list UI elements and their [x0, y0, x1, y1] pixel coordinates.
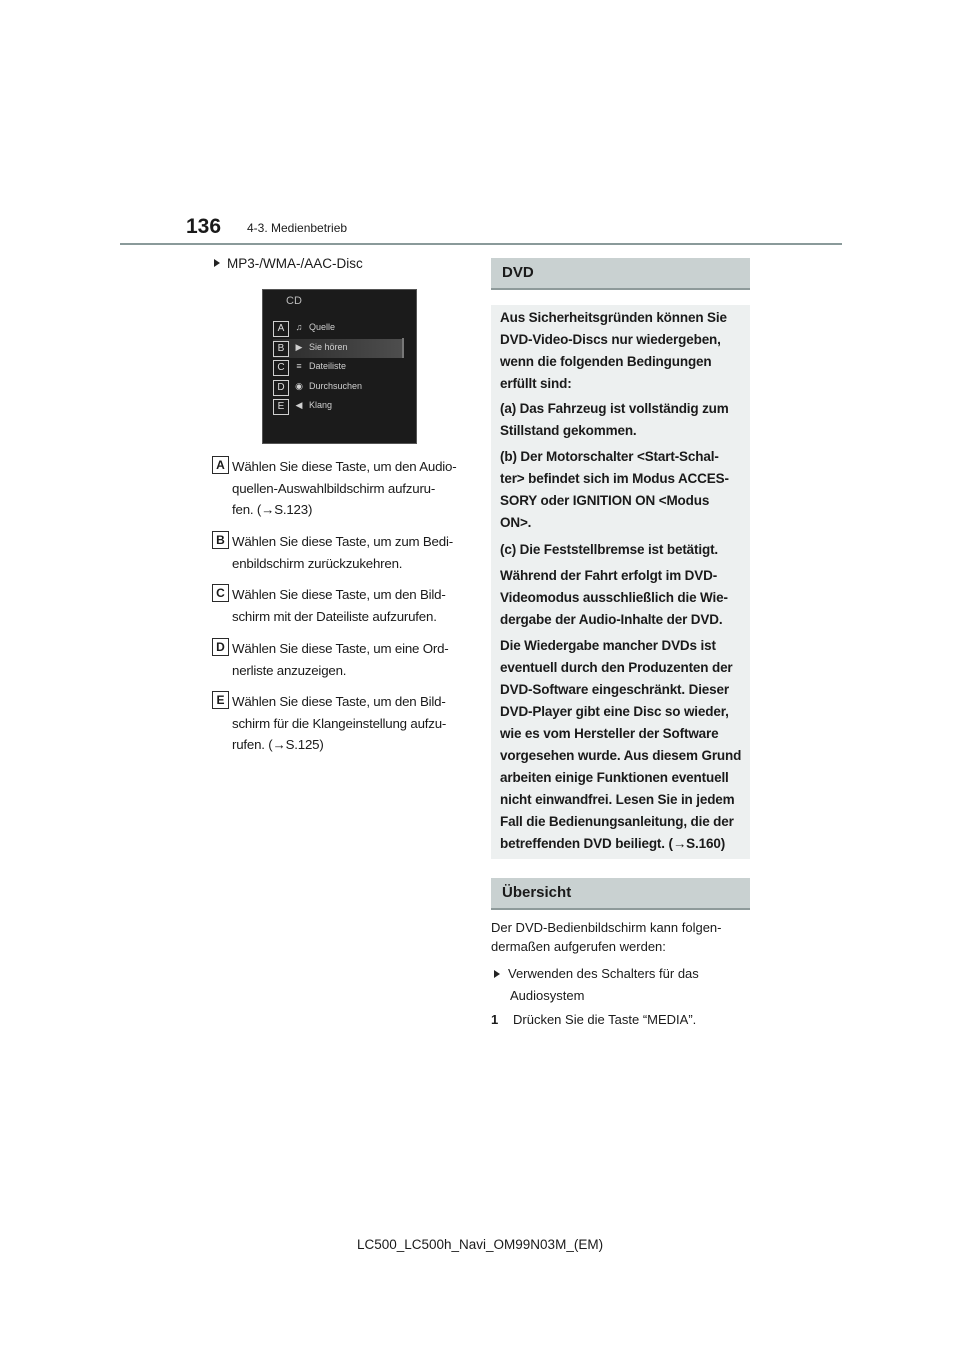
- dvd-line: vorgesehen wurde. Aus diesem Grund: [500, 748, 742, 763]
- legend-letter: C: [212, 584, 229, 602]
- legend-letter: D: [212, 638, 229, 656]
- legend-text: [232, 691, 476, 756]
- dvd-line: DVD-Video-Discs nur wiedergeben,: [500, 332, 721, 347]
- dvd-paragraph: [500, 398, 746, 442]
- footer-code: LC500_LC500h_Navi_OM99N03M_(EM): [356, 1237, 604, 1252]
- section-title: 4-3. Medienbetrieb: [247, 221, 348, 235]
- legend-text: [232, 584, 476, 627]
- source-icon: ♫: [295, 322, 303, 332]
- legend-line: enbildschirm zurückzukehren.: [232, 555, 403, 571]
- overview-bullet: [494, 963, 699, 1007]
- screen-letter: E: [273, 399, 289, 415]
- cd-screen: [262, 289, 417, 444]
- legend-letter: E: [212, 691, 229, 709]
- dvd-paragraph: [500, 307, 746, 395]
- step-1: [491, 1010, 696, 1029]
- screen-item-label: Sie hören: [309, 342, 348, 352]
- overview-title: Übersicht: [502, 884, 572, 901]
- screen-item-label: Durchsuchen: [309, 381, 363, 391]
- legend-line: Wählen Sie diese Taste, um eine Ord-: [232, 641, 449, 656]
- dvd-line: dergabe der Audio-Inhalte der DVD.: [500, 612, 723, 627]
- legend-letter: B: [212, 531, 229, 549]
- legend-line: Wählen Sie diese Taste, um zum Bedi-: [232, 534, 453, 549]
- screen-item-file-list[interactable]: [273, 358, 404, 377]
- dvd-line: wie es vom Hersteller der Software: [500, 726, 719, 741]
- dvd-line: Aus Sicherheitsgründen können Sie: [500, 310, 727, 325]
- overview-bullet-line: Verwenden des Schalters für das: [508, 966, 699, 981]
- overview-intro-line: dermaßen aufgerufen werden:: [491, 939, 666, 954]
- legend-line: nerliste anzuzeigen.: [232, 662, 347, 678]
- screen-letter: B: [273, 341, 289, 357]
- dvd-line: SORY oder IGNITION ON <Modus: [500, 493, 710, 508]
- cd-screen-title: CD: [286, 295, 302, 307]
- legend-line: Wählen Sie diese Taste, um den Audio-: [232, 459, 457, 474]
- dvd-paragraph: [500, 565, 746, 631]
- legend-letter: A: [212, 456, 229, 474]
- dvd-line: Während der Fahrt erfolgt im DVD-: [500, 568, 718, 583]
- overview-intro: [491, 918, 722, 956]
- triangle-bullet-icon: [494, 970, 500, 978]
- overview-intro-line: Der DVD-Bedienbildschirm kann folgen-: [491, 920, 722, 935]
- legend-line: schirm für die Klangeinstellung aufzu-: [232, 715, 447, 731]
- sound-icon: ◀: [295, 400, 303, 410]
- screen-letter: C: [273, 360, 289, 376]
- dvd-line: DVD-Player gibt eine Disc so wieder,: [500, 704, 729, 719]
- screen-item-label: Quelle: [309, 322, 336, 332]
- dvd-line: (b) Der Motorschalter <Start-Schal-: [500, 449, 719, 464]
- mp3-bullet: [214, 256, 363, 271]
- dvd-line: wenn die folgenden Bedingungen: [500, 354, 712, 369]
- screen-letter: D: [273, 380, 289, 396]
- screen-item-label: Klang: [309, 400, 333, 410]
- dvd-line: Stillstand gekommen.: [500, 423, 637, 438]
- dvd-title: DVD: [502, 264, 534, 281]
- screen-item-source[interactable]: [273, 319, 404, 338]
- dvd-header: [491, 258, 750, 290]
- dvd-line: arbeiten einige Funktionen eventuell: [500, 770, 729, 785]
- legend-line: Wählen Sie diese Taste, um den Bild-: [232, 694, 446, 709]
- legend-line: Wählen Sie diese Taste, um den Bild-: [232, 587, 446, 602]
- page-number: 136: [186, 215, 222, 238]
- dvd-line: Die Wiedergabe mancher DVDs ist: [500, 638, 716, 653]
- screen-item-sound[interactable]: [273, 397, 404, 416]
- dvd-line: betreffenden DVD beiliegt. (→S.160): [500, 836, 726, 851]
- legend-text: [232, 638, 476, 681]
- browse-icon: ◉: [295, 381, 303, 391]
- step-text: Drücken Sie die Taste “MEDIA”.: [513, 1012, 697, 1027]
- header-rule: [120, 243, 842, 245]
- dvd-note-box: [491, 305, 750, 859]
- overview-header: [491, 878, 750, 910]
- dvd-line: Videomodus ausschließlich die Wie-: [500, 590, 728, 605]
- dvd-line: nicht einwandfrei. Lesen Sie in jedem: [500, 792, 735, 807]
- dvd-line: ter> befindet sich im Modus ACCES-: [500, 471, 729, 486]
- legend-line: quellen-Auswahlbildschirm aufzuru-: [232, 480, 436, 496]
- legend-text: [232, 456, 476, 521]
- dvd-line: (a) Das Fahrzeug ist vollständig zum: [500, 401, 729, 416]
- step-number: 1: [491, 1012, 499, 1027]
- legend-text: [232, 531, 476, 574]
- overview-bullet-line: Audiosystem: [510, 988, 585, 1003]
- screen-item-label: Dateiliste: [309, 361, 347, 371]
- file-list-icon: ≡: [296, 361, 302, 371]
- legend-line: fen. (→S.123): [232, 502, 313, 517]
- dvd-line: ON>.: [500, 515, 532, 530]
- dvd-paragraph: [500, 539, 746, 561]
- legend-line: schirm mit der Dateiliste aufzurufen.: [232, 608, 437, 624]
- legend-line: rufen. (→S.125): [232, 737, 324, 752]
- screen-letter: A: [273, 321, 289, 337]
- dvd-line: (c) Die Feststellbremse ist betätigt.: [500, 542, 719, 557]
- dvd-line: eventuell durch den Produzenten der: [500, 660, 733, 675]
- dvd-line: Fall die Bedienungsanleitung, die der: [500, 814, 734, 829]
- triangle-bullet-icon: [214, 259, 220, 267]
- screen-item-listening[interactable]: [273, 339, 404, 358]
- dvd-paragraph: [500, 446, 746, 534]
- dvd-paragraph: [500, 635, 746, 855]
- scrollbar: [402, 338, 404, 358]
- dvd-line: erfüllt sind:: [500, 376, 572, 391]
- dvd-line: DVD-Software eingeschränkt. Dieser: [500, 682, 729, 697]
- play-icon: ▶: [295, 342, 303, 352]
- mp3-bullet-text: MP3-/WMA-/AAC-Disc: [227, 256, 363, 271]
- screen-item-browse[interactable]: [273, 378, 404, 397]
